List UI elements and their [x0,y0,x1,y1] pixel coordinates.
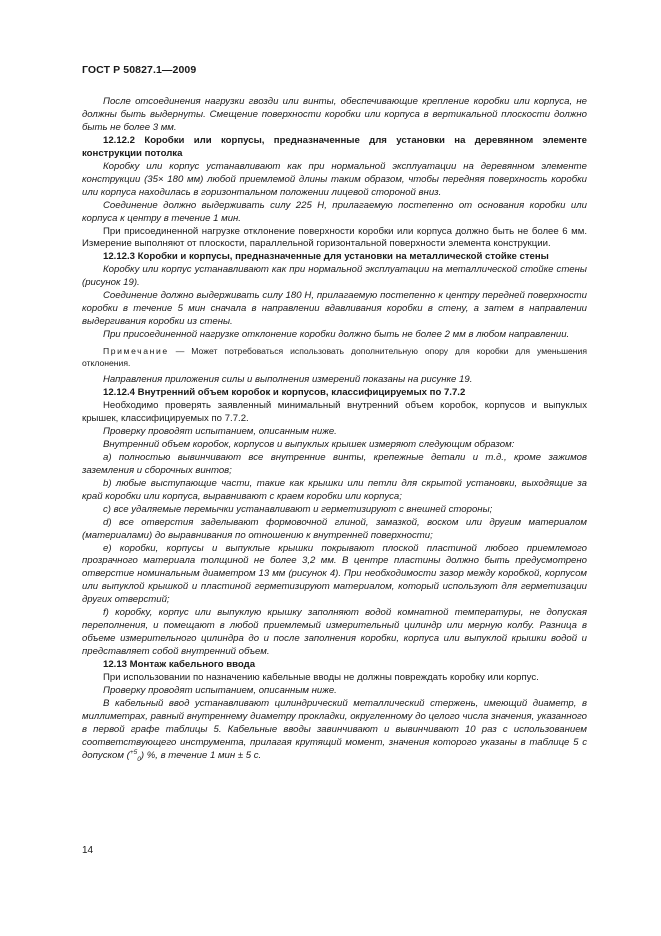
paragraph-text: ) %, в течение 1 мин ± 5 с. [140,749,262,761]
section-heading-12-12-2: 12.12.2 Коробки или корпусы, предназначенные для установки на деревянном элементе конструкции потолка [82,134,587,159]
paragraph: Необходимо проверять заявленный минимальный внутренний объем коробок, корпусов и выпуклых крышек, классифицируемых по 7.7.2. [82,400,587,424]
list-item-d: d) все отверстия заделывают формовочной глиной, замазкой, воском или другим материалом (материалами) до выравнивания по отношению к внутренней поверхности; [82,516,587,541]
note-label: Примечание [103,346,169,357]
paragraph: Соединение должно выдерживать силу 225 Н, прилагаемую постепенно от основания коробки или корпуса к центру в течение 1 мин. [82,199,587,224]
paragraph-text: В кабельный ввод устанавливают цилиндрический металлический стержень, имеющий диаметр, в миллиметрах, равный внутреннему диаметру прокладки, округленному до целого числа значения, указанного в первой графе таблицы 5. Кабельные вводы завинчивают и вывинчивают 10 раз с использованием соответствующего инструмента, прилагая крутящий момент, значения которого указаны в таблице 5 с допуском ( [82,697,587,761]
paragraph: Коробку или корпус устанавливают как при нормальной эксплуатации на металлической стойке стены (рисунок 19). [82,264,587,289]
note [82,346,587,369]
page-content [82,96,587,763]
list-item-a: a) полностью вывинчивают все внутренние винты, крепежные детали и т.д., кроме зажимов заземления и сборочных винтов; [82,451,587,476]
paragraph: Внутренний объем коробок, корпусов и выпуклых крышек измеряют следующим образом: [103,438,515,450]
page-number: 14 [82,845,94,856]
paragraph: Коробку или корпус устанавливают как при нормальной эксплуатации на деревянном элементе конструкции (35× 180 мм) любой приемлемой длины таким образом, чтобы передняя поверхность коробки или корпуса находилась в горизонтальном положении лицевой стороной вниз. [82,160,587,198]
list-item-c: c) все удаляемые перемычки устанавливают и герметизируют с внешней стороны; [103,503,493,515]
list-item-f: f) коробку, корпус или выпуклую крышку заполняют водой комнатной температуры, не допуская переполнения, и помещают в любой приемлемый измерительный цилиндр или мерную колбу. Разница в объеме измерительного цилиндра до и после заполнения коробки, корпуса или выпуклой крышки водой и представляет собой внутренний объем. [82,607,587,658]
paragraph: Направления приложения силы и выполнения измерений показаны на рисунке 19. [103,374,473,386]
tolerance-upper: +5 [129,748,138,756]
paragraph: Проверку проводят испытанием, описанным ниже. [103,425,337,437]
paragraph: После отсоединения нагрузки гвозди или винты, обеспечивающие крепление коробки или корпуса, не должны быть выдернуты. Смещение поверхности коробки или корпуса в вертикальной плоскости должно быть не более 3 мм. [82,96,587,133]
list-item-b: b) любые выступающие части, такие как крышки или петли для скрытой установки, выходящие за край коробки или корпуса, выравнивают с краем коробки или корпуса; [82,477,587,502]
section-heading-12-12-3: 12.12.3 Коробки и корпусы, предназначенные для установки на металлической стойке стены [103,251,549,263]
note-text: — Может потребоваться использовать дополнительную опору для коробки для уменьшения отклонения. [82,346,587,368]
paragraph: При использовании по назначению кабельные вводы не должны повреждать коробку или корпус. [103,672,539,684]
section-heading-12-12-4: 12.12.4 Внутренний объем коробок и корпусов, классифицируемых по 7.7.2 [103,387,466,399]
document-header: ГОСТ Р 50827.1—2009 [82,64,197,76]
section-heading-12-13: 12.13 Монтаж кабельного ввода [103,659,256,671]
paragraph [82,698,587,763]
list-item-e: e) коробки, корпусы и выпуклые крышки покрывают плоской пластиной любого приемлемого прозрачного материала толщиной не более 3,2 мм. В центре пластины должно быть предусмотрено отверстие номинальным диаметром 13 мм (рисунок 4). При необходимости зазор между коробкой, корпусом или выпуклой крышкой и пластиной герметизируют материалом, который используют для герметизации других отверстий; [82,542,587,606]
paragraph: Проверку проводят испытанием, описанным ниже. [103,684,337,696]
paragraph: При присоединенной нагрузке отклонение коробки должно быть не более 2 мм в любом направлении. [103,329,570,341]
paragraph: При присоединенной нагрузке отклонение поверхности коробки или корпуса должно быть не более 6 мм. Измерение выполняют от плоскости, параллельной горизонтальной поверхности элемента конструкции. [82,225,587,250]
tolerance-lower: 0 [137,755,141,763]
paragraph: Соединение должно выдерживать силу 180 Н, прилагаемую постепенно к центру передней поверхности коробки в течение 5 мин сначала в направлении вдавливания коробки в стену, а затем в направлении выдергивания коробки из стены. [82,290,587,328]
